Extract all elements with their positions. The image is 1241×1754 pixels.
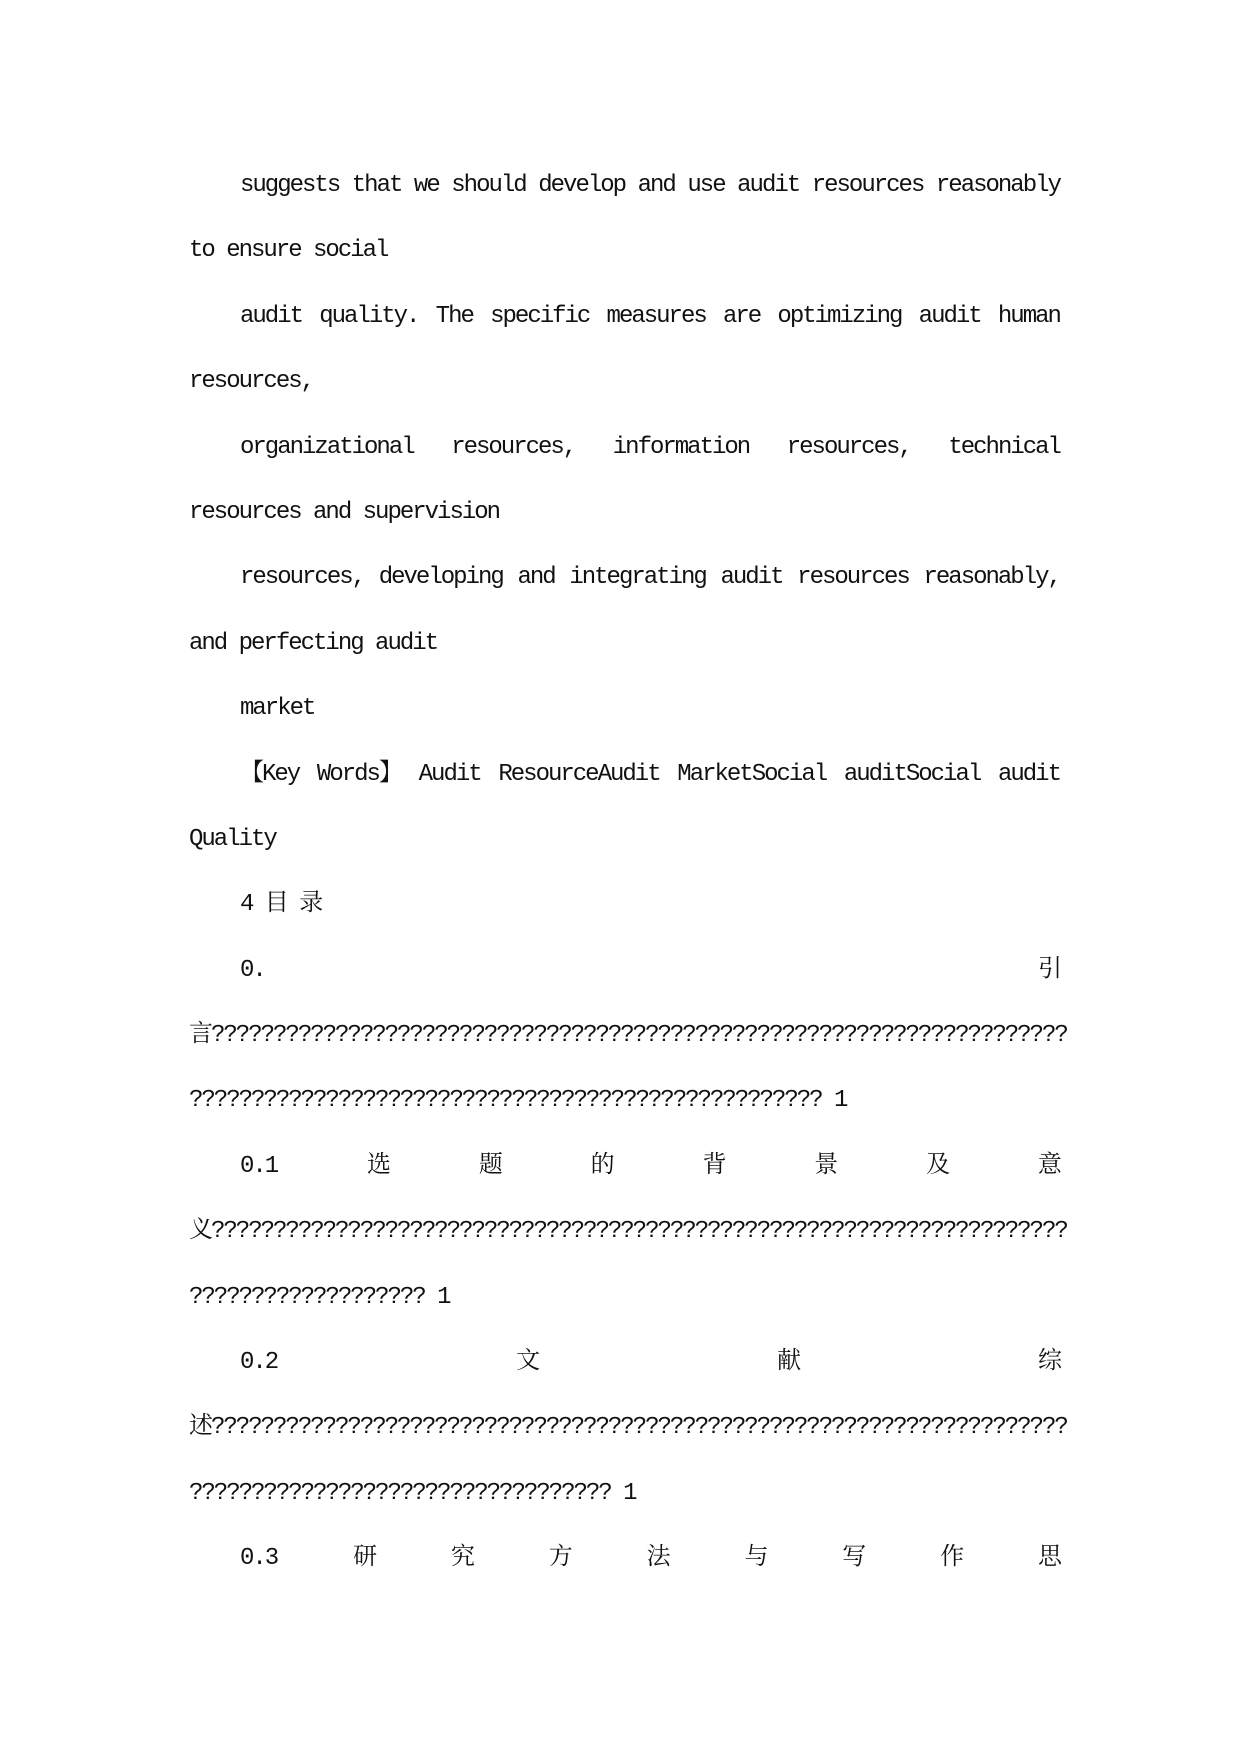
toc-leader: ?????????????????????????????????? bbox=[189, 1479, 611, 1507]
word: 与 bbox=[744, 1545, 767, 1573]
toc-entry-title bbox=[189, 1526, 1060, 1591]
keywords-line bbox=[189, 742, 1060, 807]
abstract-paragraph bbox=[189, 676, 1060, 741]
word: human bbox=[997, 302, 1060, 330]
abstract-text bbox=[189, 153, 1060, 872]
word: resources bbox=[797, 564, 909, 592]
word: 0.2 bbox=[240, 1349, 278, 1377]
toc-leader: ??????????????????? bbox=[189, 1283, 425, 1311]
word: optimizing bbox=[777, 302, 902, 330]
word: resources, bbox=[240, 564, 365, 592]
word: 意 bbox=[1037, 1152, 1060, 1180]
word: resources, bbox=[451, 433, 576, 461]
word: audit bbox=[240, 302, 303, 330]
toc-entry bbox=[189, 1134, 1067, 1330]
word: 写 bbox=[842, 1545, 865, 1573]
abstract-line: market bbox=[240, 695, 315, 723]
toc-page-number: 1 bbox=[437, 1283, 450, 1311]
toc-leader-line: 言????????????????????????????????????????????????????????????????????? bbox=[189, 1022, 1067, 1050]
word: use bbox=[687, 172, 725, 199]
abstract-paragraph bbox=[189, 415, 1060, 546]
page-body bbox=[189, 153, 1067, 1592]
word: audit bbox=[918, 302, 981, 330]
keywords-line: Quality bbox=[189, 825, 276, 853]
word: 献 bbox=[777, 1349, 800, 1377]
word: organizational bbox=[240, 433, 414, 461]
word: should bbox=[451, 172, 526, 199]
word: 引 bbox=[1038, 956, 1060, 984]
word: 题 bbox=[478, 1152, 501, 1180]
word: integrating bbox=[569, 564, 706, 592]
word: measures bbox=[606, 302, 706, 330]
abstract-line bbox=[189, 545, 1060, 610]
abstract-line bbox=[189, 284, 1060, 349]
toc-entry-title bbox=[189, 938, 1060, 1003]
word: specific bbox=[490, 302, 590, 330]
keywords-paragraph bbox=[189, 742, 1060, 873]
word: 0. bbox=[240, 956, 265, 984]
word: 0.1 bbox=[240, 1152, 278, 1180]
word: reasonably bbox=[935, 172, 1060, 199]
word: developing bbox=[378, 564, 503, 592]
word: 作 bbox=[940, 1545, 963, 1573]
word: 思 bbox=[1037, 1545, 1060, 1573]
word: reasonably, bbox=[923, 564, 1060, 592]
word: auditSocial bbox=[843, 760, 981, 788]
toc-leader-line: 义????????????????????????????????????????????????????????????????????? bbox=[189, 1218, 1067, 1246]
toc-heading: 4 目 录 bbox=[240, 891, 322, 919]
abstract-line bbox=[189, 415, 1060, 480]
word: 背 bbox=[702, 1152, 725, 1180]
toc-entry-title bbox=[189, 1134, 1060, 1199]
word: develop bbox=[538, 172, 626, 199]
abstract-line bbox=[189, 153, 1060, 218]
word: 文 bbox=[516, 1349, 539, 1377]
abstract-line: and perfecting audit bbox=[189, 629, 438, 657]
abstract-line: resources, bbox=[189, 368, 314, 396]
toc-page-number: 1 bbox=[833, 1087, 847, 1115]
word: Audit bbox=[418, 760, 481, 788]
word: 方 bbox=[548, 1545, 571, 1573]
word: audit bbox=[737, 172, 800, 199]
toc-leader-line: 述????????????????????????????????????????????????????????????????????? bbox=[189, 1414, 1067, 1442]
word: and bbox=[637, 172, 675, 199]
word: suggests bbox=[240, 172, 340, 199]
toc-entry bbox=[189, 1526, 1060, 1591]
word: Words】 bbox=[316, 760, 401, 788]
toc-leader-line-end bbox=[189, 1265, 1060, 1330]
toc-page-number: 1 bbox=[623, 1479, 636, 1507]
abstract-line: resources and supervision bbox=[189, 498, 500, 526]
word: are bbox=[722, 302, 761, 330]
toc-entry bbox=[189, 938, 1067, 1134]
word: 的 bbox=[590, 1152, 613, 1180]
word: audit bbox=[720, 564, 783, 592]
word: MarketSocial bbox=[677, 760, 827, 788]
toc-entry bbox=[189, 1330, 1067, 1526]
word: 【Key bbox=[240, 760, 300, 788]
toc-entry-title bbox=[189, 1330, 1060, 1395]
word: 研 bbox=[353, 1545, 376, 1573]
word: resources, bbox=[786, 433, 911, 461]
word: information bbox=[612, 433, 750, 461]
word: 及 bbox=[926, 1152, 949, 1180]
word: that bbox=[351, 172, 402, 199]
table-of-contents bbox=[189, 872, 1067, 1591]
word: and bbox=[517, 564, 555, 592]
abstract-paragraph bbox=[189, 545, 1060, 676]
word: 法 bbox=[646, 1545, 669, 1573]
abstract-paragraph bbox=[189, 284, 1060, 415]
word: we bbox=[413, 172, 439, 199]
word: quality. bbox=[319, 302, 419, 330]
toc-leader-line-end bbox=[189, 1461, 1060, 1526]
abstract-line: to ensure social bbox=[189, 237, 388, 265]
word: 综 bbox=[1037, 1349, 1060, 1377]
toc-leader-line-end bbox=[189, 1068, 1060, 1133]
word: 选 bbox=[367, 1152, 390, 1180]
word: 究 bbox=[450, 1545, 473, 1573]
toc-leader: ??????????????????????????????????????????????????? bbox=[189, 1087, 822, 1115]
word: resources bbox=[811, 172, 924, 199]
word: technical bbox=[948, 433, 1060, 461]
word: The bbox=[435, 302, 473, 330]
abstract-paragraph bbox=[189, 153, 1060, 284]
word: ResourceAudit bbox=[498, 760, 660, 788]
word: audit bbox=[997, 760, 1060, 788]
word: 景 bbox=[814, 1152, 837, 1180]
word: 0.3 bbox=[240, 1545, 278, 1573]
